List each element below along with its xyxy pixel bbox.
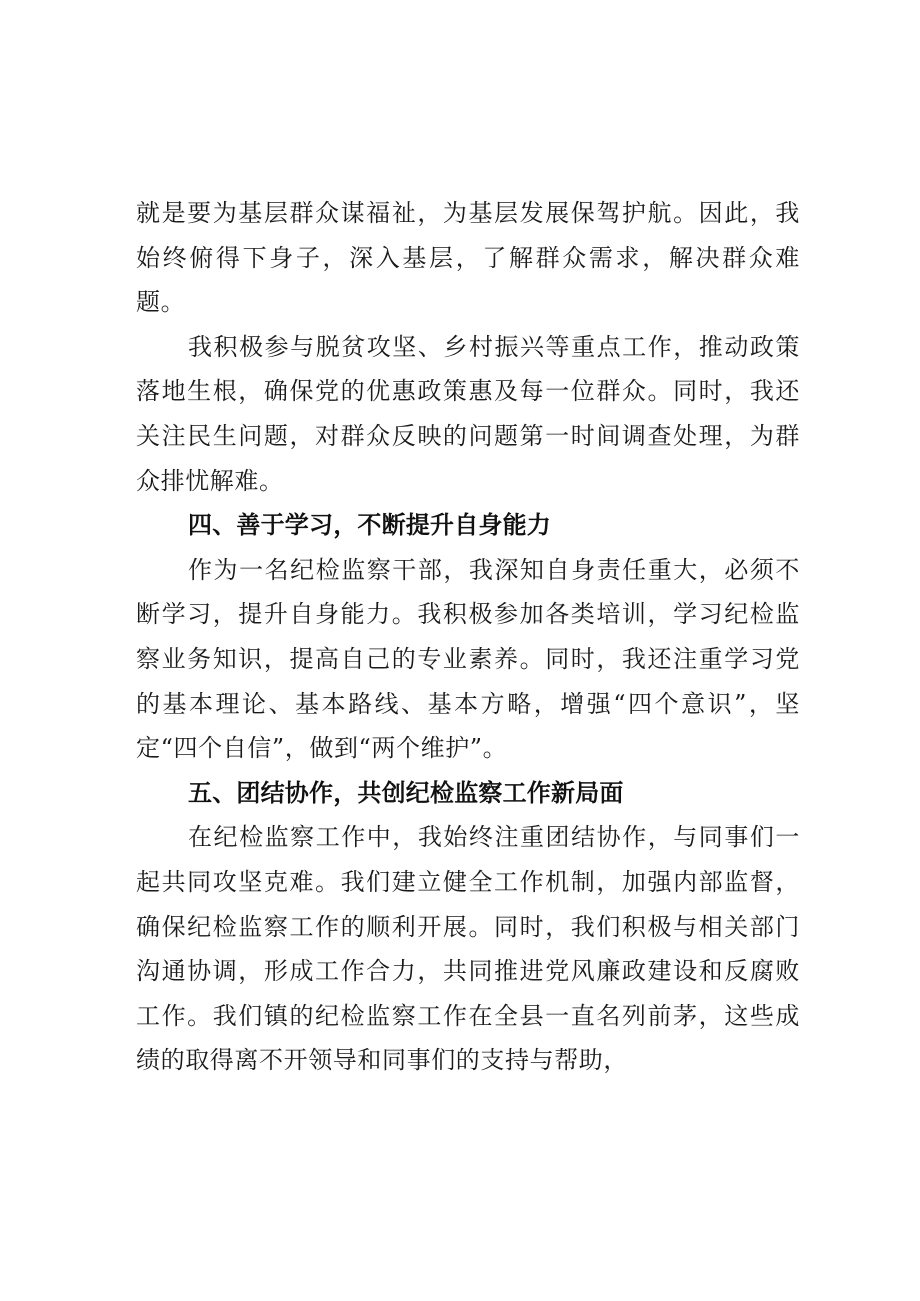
section-heading-four: 四、善于学习，不断提升自身能力 (188, 511, 551, 540)
paragraph-teamwork: 在纪检监察工作中，我始终注重团结协作，与同事们一起共同攻坚克难。我们建立健全工作机制，加强内部监督，确保纪检监察工作的顺利开展。同时，我们积极与相关部门沟通协调，形成工作合力，共同推进党风廉政建设和反腐败工作。我们镇的纪检监察工作在全县一直名列前茅，这些成绩的取得离不开领导和同事们的支持与帮助， (136, 823, 800, 1075)
section-heading-five: 五、团结协作，共创纪检监察工作新局面 (188, 778, 624, 807)
paragraph-serving-grassroots-continued: 就是要为基层群众谋福祉，为基层发展保驾护航。因此，我始终俯得下身子，深入基层，了解群众需求，解决群众难题。 (136, 199, 800, 317)
document-body (136, 191, 800, 1083)
paragraph-poverty-alleviation: 我积极参与脱贫攻坚、乡村振兴等重点工作，推动政策落地生根，确保党的优惠政策惠及每一位群众。同时，我还关注民生问题，对群众反映的问题第一时间调查处理，为群众排忧解难。 (136, 332, 800, 495)
paragraph-continuous-learning: 作为一名纪检监察干部，我深知自身责任重大，必须不断学习，提升自身能力。我积极参加各类培训，学习纪检监察业务知识，提高自己的专业素养。同时，我还注重学习党的基本理论、基本路线、基本方略，增强“四个意识”，坚定“四个自信”，做到“两个维护”。 (136, 555, 800, 763)
